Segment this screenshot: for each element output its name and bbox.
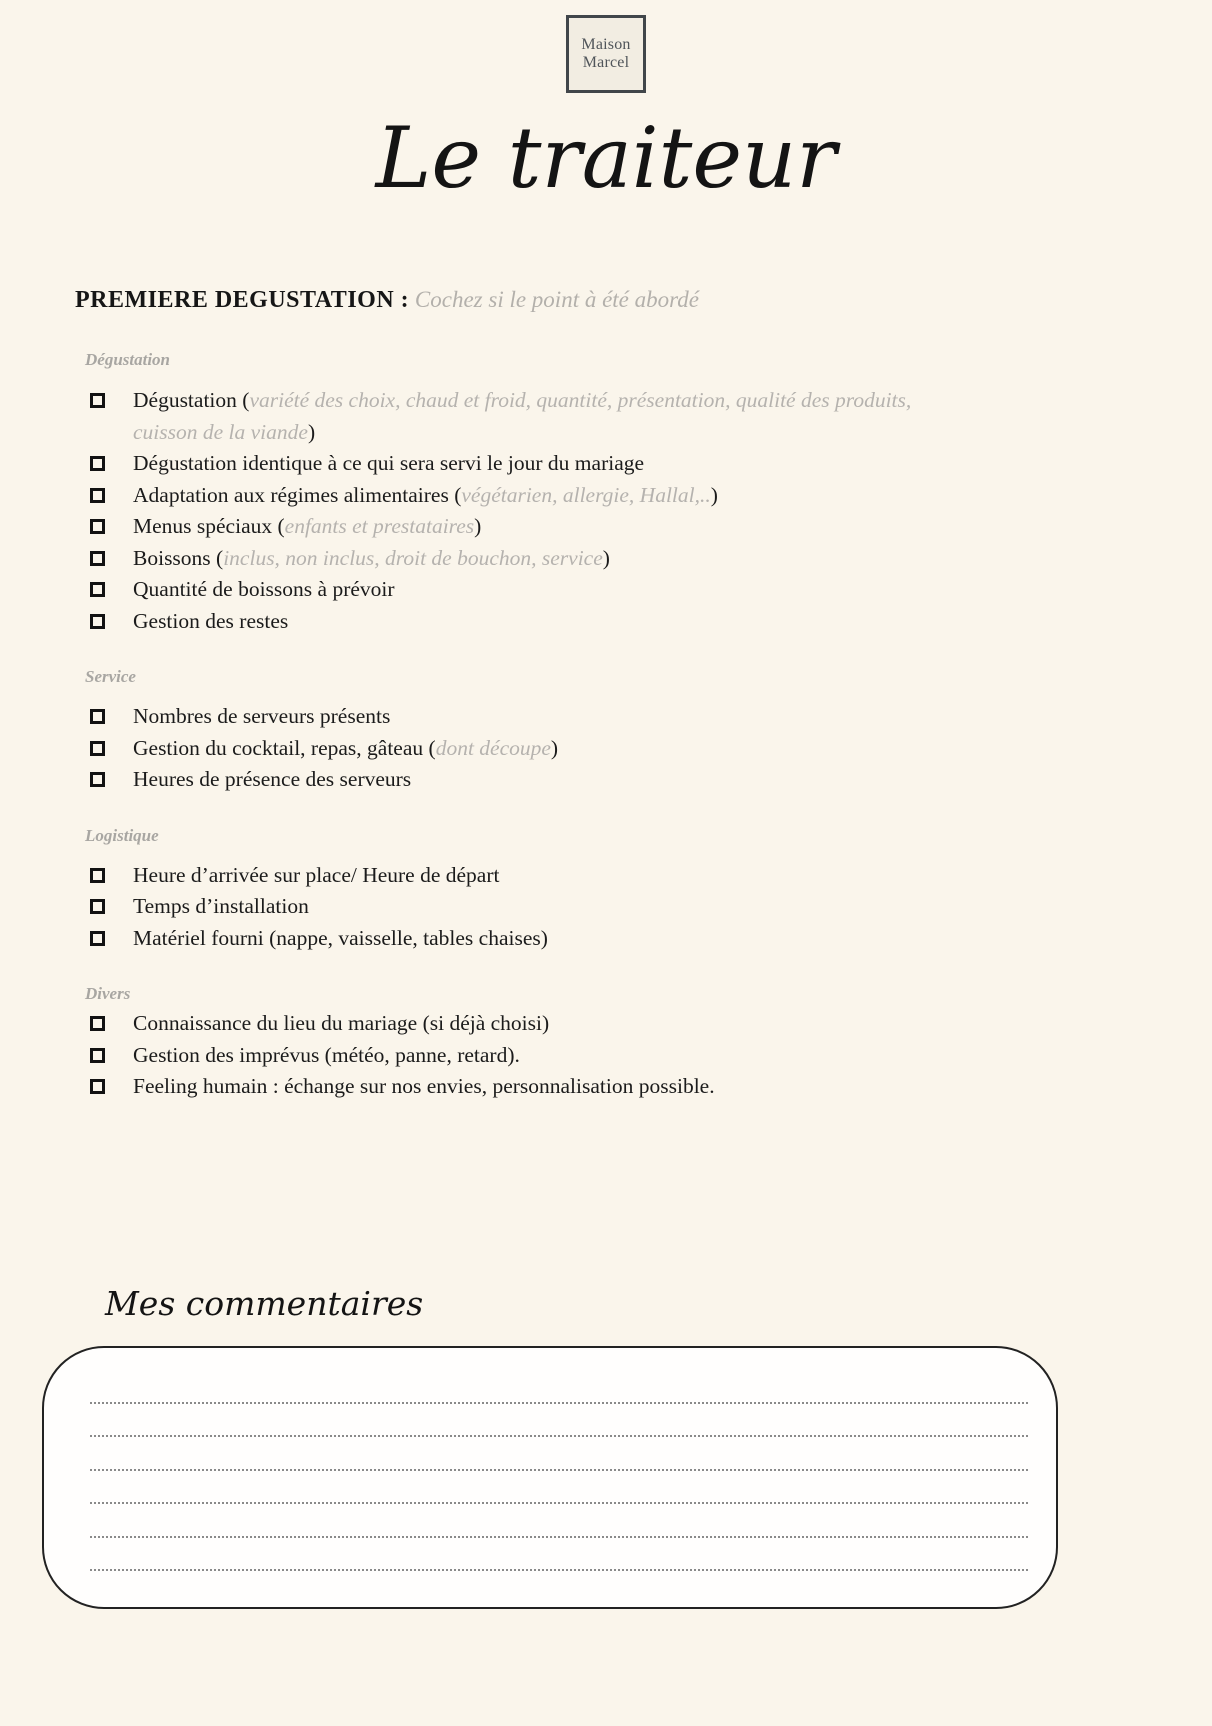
checkbox[interactable] bbox=[90, 741, 105, 756]
item-label: Heure d’arrivée sur place/ Heure de départ bbox=[133, 862, 500, 887]
section-degustation bbox=[0, 349, 1212, 637]
checklist-item bbox=[90, 480, 930, 512]
comment-line bbox=[90, 1437, 1028, 1471]
checklist-item bbox=[90, 891, 930, 923]
checklist-item bbox=[90, 448, 930, 480]
item-label: Quantité de boissons à prévoir bbox=[133, 577, 395, 602]
checkbox[interactable] bbox=[90, 393, 105, 408]
heading-instruction: Cochez si le point à été abordé bbox=[409, 287, 699, 313]
checklist-item bbox=[90, 733, 930, 765]
section-label-logistique: Logistique bbox=[85, 825, 159, 845]
item-label: Adaptation aux régimes alimentaires (végétarien, allergie, Hallal,..) bbox=[133, 482, 718, 507]
checklist-item bbox=[90, 385, 930, 448]
section-heading bbox=[75, 284, 1212, 316]
checklist-item bbox=[90, 860, 930, 892]
item-label: Menus spéciaux (enfants et prestataires) bbox=[133, 514, 482, 539]
checklist-service bbox=[0, 701, 930, 796]
comments-box[interactable] bbox=[42, 1346, 1058, 1609]
checkbox[interactable] bbox=[90, 582, 105, 597]
logo-line1: Maison bbox=[581, 36, 631, 53]
item-label: Gestion des imprévus (météo, panne, retard). bbox=[133, 1042, 520, 1067]
comment-line bbox=[90, 1404, 1028, 1438]
item-label: Boissons (inclus, non inclus, droit de bouchon, service) bbox=[133, 545, 610, 570]
checkbox[interactable] bbox=[90, 1016, 105, 1031]
checklist-item bbox=[90, 574, 930, 606]
checklist-degustation bbox=[0, 385, 930, 637]
item-label: Heures de présence des serveurs bbox=[133, 767, 412, 792]
checkbox[interactable] bbox=[90, 1079, 105, 1094]
checklist-item bbox=[90, 606, 930, 638]
checkbox[interactable] bbox=[90, 519, 105, 534]
checklist-item bbox=[90, 701, 930, 733]
checkbox[interactable] bbox=[90, 772, 105, 787]
checkbox[interactable] bbox=[90, 899, 105, 914]
maison-marcel-logo bbox=[566, 15, 646, 93]
section-service bbox=[0, 666, 1212, 796]
item-label: Feeling humain : échange sur nos envies, personnalisation possible. bbox=[133, 1074, 715, 1099]
comments-title: Mes commentaires bbox=[105, 1283, 424, 1323]
comment-line bbox=[90, 1538, 1028, 1572]
section-logistique bbox=[0, 825, 1212, 955]
logo-line2: Marcel bbox=[582, 54, 630, 71]
checkbox[interactable] bbox=[90, 551, 105, 566]
item-label: Matériel fourni (nappe, vaisselle, tables chaises) bbox=[133, 925, 548, 950]
checkbox[interactable] bbox=[90, 868, 105, 883]
page-title: Le traiteur bbox=[375, 109, 837, 207]
checkbox[interactable] bbox=[90, 931, 105, 946]
item-label: Gestion du cocktail, repas, gâteau (dont découpe) bbox=[133, 735, 559, 760]
section-label-divers: Divers bbox=[85, 984, 131, 1004]
checklist-item bbox=[90, 1040, 930, 1072]
section-divers bbox=[0, 983, 1212, 1103]
item-label: Gestion des restes bbox=[133, 608, 289, 633]
checklist-item bbox=[90, 1071, 930, 1103]
checklist-item bbox=[90, 511, 930, 543]
comment-line bbox=[90, 1388, 1028, 1404]
checkbox[interactable] bbox=[90, 709, 105, 724]
checklist-item bbox=[90, 923, 930, 955]
item-label: Dégustation (variété des choix, chaud et froid, quantité, présentation, qualité des produits, cuisson de la viande) bbox=[133, 388, 912, 444]
checklist-divers bbox=[0, 1008, 930, 1103]
checklist-item bbox=[90, 1008, 930, 1040]
checkbox[interactable] bbox=[90, 456, 105, 471]
checkbox[interactable] bbox=[90, 614, 105, 629]
comment-line bbox=[90, 1504, 1028, 1538]
item-label: Connaissance du lieu du mariage (si déjà choisi) bbox=[133, 1011, 550, 1036]
comment-lines bbox=[90, 1388, 1028, 1572]
sections bbox=[0, 349, 1212, 1103]
section-label-service: Service bbox=[85, 667, 136, 687]
checkbox[interactable] bbox=[90, 488, 105, 503]
checklist-item bbox=[90, 543, 930, 575]
section-label-degustation: Dégustation bbox=[85, 350, 171, 370]
checklist-logistique bbox=[0, 860, 930, 955]
item-label: Temps d’installation bbox=[133, 894, 309, 919]
comment-line bbox=[90, 1471, 1028, 1505]
item-label: Nombres de serveurs présents bbox=[133, 704, 391, 729]
checklist-item bbox=[90, 764, 930, 796]
checkbox[interactable] bbox=[90, 1048, 105, 1063]
item-label: Dégustation identique à ce qui sera servi le jour du mariage bbox=[133, 451, 645, 476]
heading-bold: PREMIERE DEGUSTATION : bbox=[75, 287, 410, 314]
